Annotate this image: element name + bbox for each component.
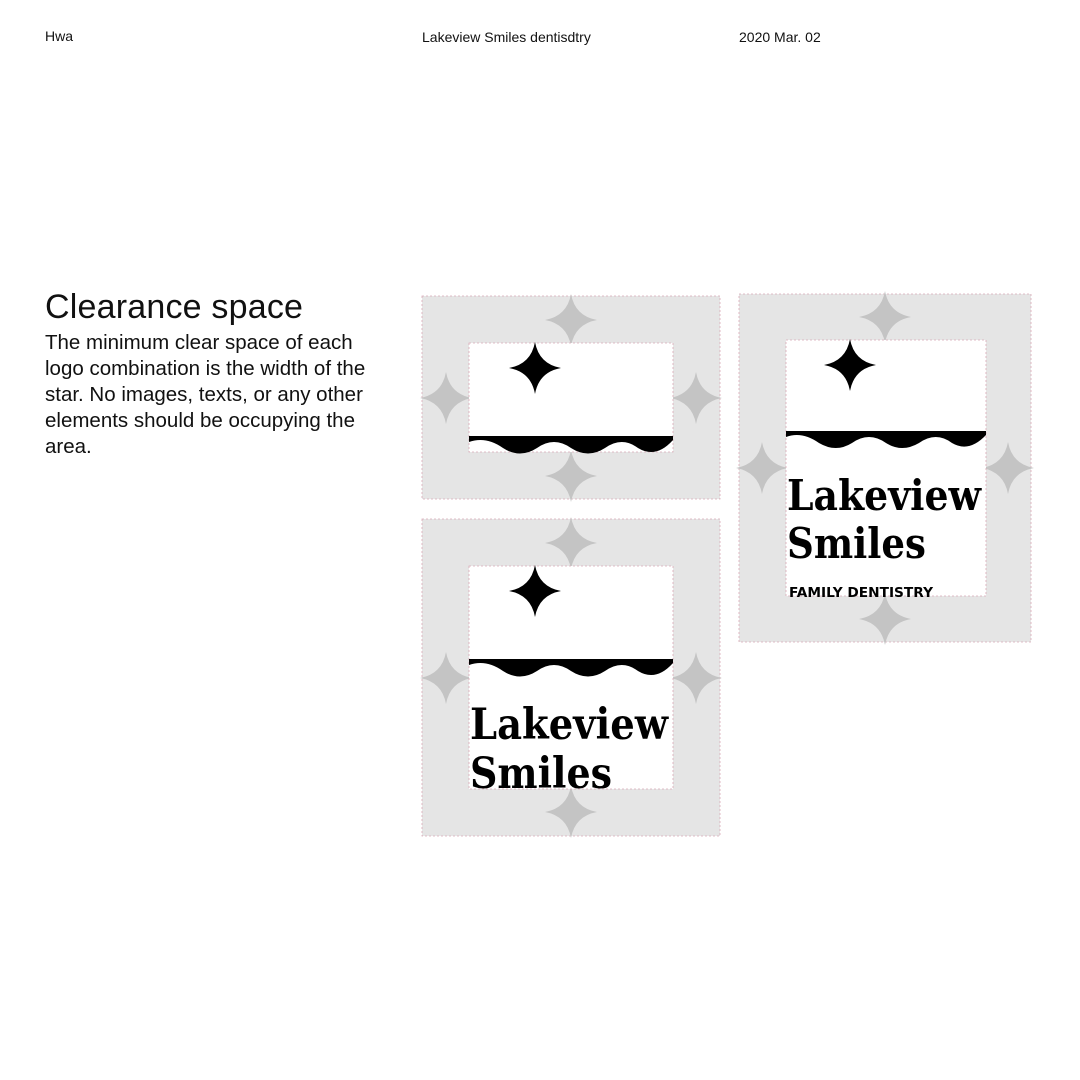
logo-name-line1: Lakeview [787, 471, 982, 520]
clearance-example-symbol [420, 294, 722, 502]
section-body: The minimum clear space of each logo combination is the width of the star. No images, texts, or any other elements should be occupying the area. [45, 331, 366, 458]
section-title: Clearance space [45, 288, 304, 326]
logo-area [469, 343, 673, 452]
clearance-example-wordmark [420, 517, 722, 838]
header-author: Hwa [45, 28, 74, 44]
logo-name-line2: Smiles [787, 519, 926, 568]
header-project: Lakeview Smiles dentisdtry [422, 29, 591, 45]
logo-name-line1: Lakeview [470, 700, 669, 750]
logo-name-line2: Smiles [470, 749, 612, 799]
header-date: 2020 Mar. 02 [739, 29, 821, 45]
clearance-example-full [736, 291, 1034, 645]
logo-tagline: FAMILY DENTISTRY [789, 586, 934, 601]
